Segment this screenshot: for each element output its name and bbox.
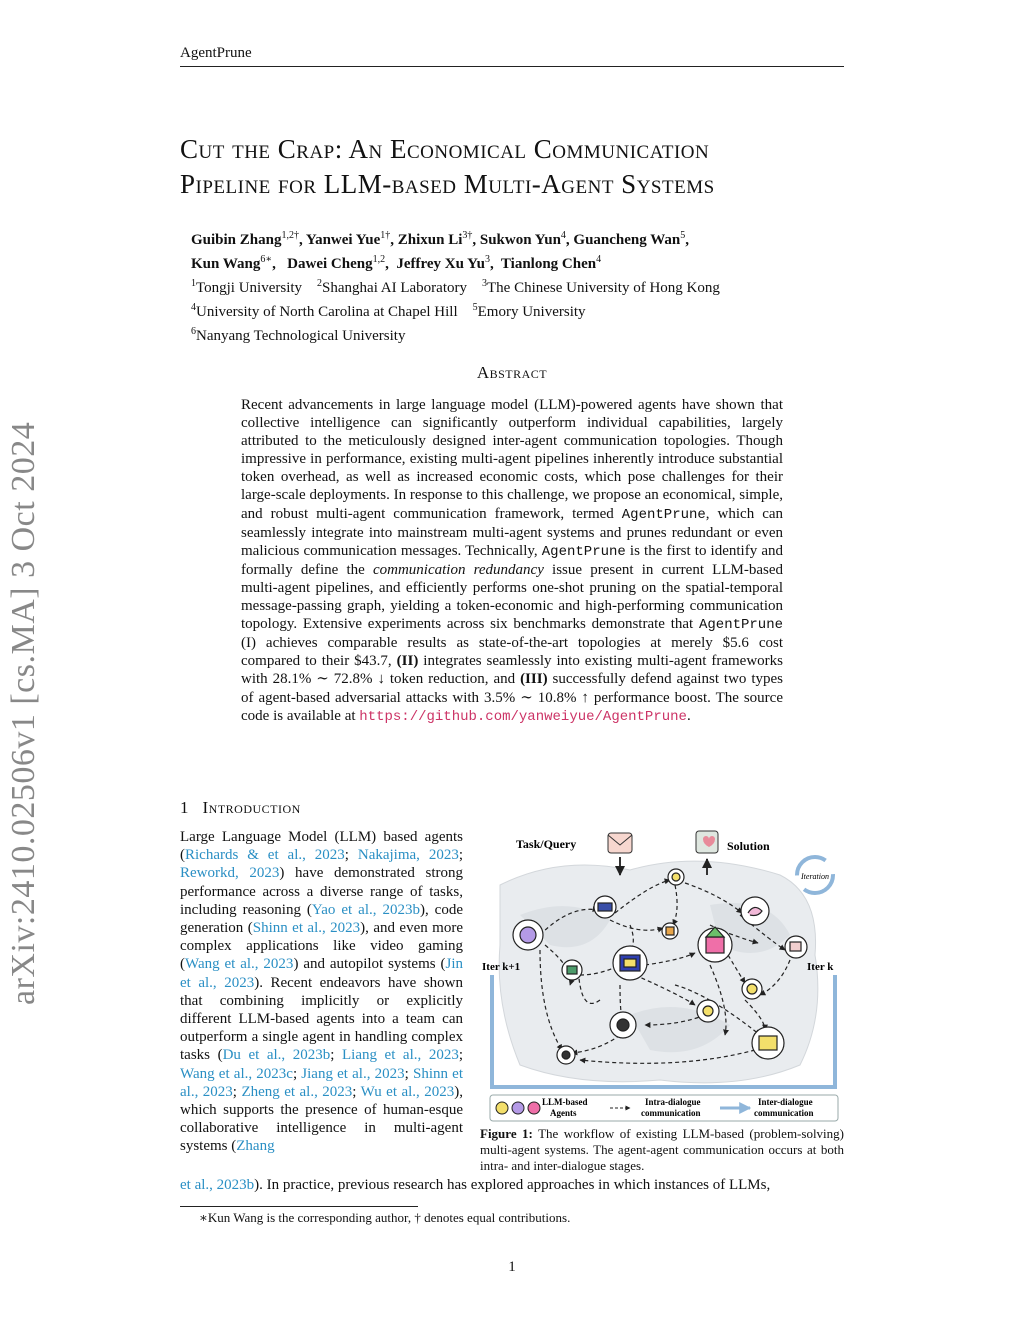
abstract-heading: Abstract (476, 363, 548, 382)
iter-k-label: Iter k (807, 961, 834, 973)
citation-link[interactable]: Wu et al., 2023 (360, 1083, 455, 1100)
author-line-1: Guibin Zhang$^{1,2\dagger}$, Yanwei Yue$^{1\dagger}$, Zhixun $Li^{3\dagger}$, Sukwon Yun$^4$, Guancheng Wan$^5$, (191, 230, 690, 248)
paper-title (180, 132, 860, 202)
page-number: 1 (508, 1259, 516, 1275)
author: Guibin Zhang (191, 232, 282, 248)
affiliation: The Chinese University of Hong Kong (487, 280, 720, 296)
author: Dawei Cheng (287, 256, 373, 272)
arxiv-sidebar-id: arXiv:2410.02506v1 [cs.MA] 3 Oct 2024 (5, 421, 42, 1005)
header-rule (180, 66, 844, 67)
iter-k-plus-1-label: Iter k+1 (482, 961, 521, 973)
method-name: AgentPrune (699, 617, 784, 634)
author: Sukwon Yun (479, 232, 561, 248)
figure-1-workflow-diagram (480, 825, 844, 1125)
title-line-1: Cut the Crap: An Economical Communication (180, 134, 710, 164)
citation-link[interactable]: Yao et al., 2023b (311, 901, 420, 918)
author-sup: 6∗ (260, 254, 273, 265)
author-sup: 1,2 (372, 254, 386, 265)
legend-intra-label: Intra-dialogue (645, 1097, 701, 1107)
affiliation-line-3: $^6$Nanyang Technological University (191, 326, 406, 344)
svg-text:communication: communication (754, 1108, 814, 1118)
author-sup: 5 (680, 230, 686, 241)
method-name: AgentPrune (621, 506, 706, 523)
svg-text:Agents: Agents (550, 1108, 577, 1118)
citation-link[interactable]: Richards & et al., 2023 (185, 847, 345, 864)
affiliation: Nanyang Technological University (196, 328, 406, 344)
author: Tianlong Chen (500, 256, 597, 272)
author: Yanwei Yue (305, 232, 381, 248)
citation-link[interactable]: Wang et al., 2023 (185, 956, 294, 973)
legend-inter-label: Inter-dialogue (758, 1097, 813, 1107)
solution-label: Solution (727, 839, 770, 853)
abstract-body: Recent advancements in large language model (LLM)-powered agents have shown that collective intelligence can significantly outperform individual capabilities, largely attributed to the meticulously designed inter-agent communication topologies. Though impressive in performance, existing multi-agent pipelines inherently introduce substantial token overhead, as well as increased economic costs, which pose challenges for their large-scale deployments. In response to this challenge, we propose an economical, simple, and robust multi-agent communication framework, termed AgentPrune, which can seamlessly integrate into mainstream multi-agent systems and prunes redundant or even malicious communication messages. Technically, AgentPrune is the first to identify and formally define the communication redundancy issue present in current LLM-based multi-agent pipelines, and efficiently performs one-shot pruning on the spatial-temporal message-passing graph, yielding a token-economic and high-performing communication topology. Extensive experiments across six benchmarks demonstrate that AgentPrune (I) achieves comparable results as state-of-the-art topologies at merely $5.6 cost compared to their $43.7, (II) integrates seamlessly into existing multi-agent frameworks with 28.1% ∼ 72.8% ↓ token reduction, and (III) successfully defend against two types of agent-based adversarial attacks with 3.5% ∼ 10.8% ↑ performance boost. The source code is available at https://github.com/yanweiyue/AgentPrune. (241, 397, 784, 725)
author-sup: 4 (560, 230, 566, 241)
citation-link[interactable]: Shinn et al., 2023 (252, 920, 361, 937)
github-link[interactable]: https://github.com/yanweiyue/AgentPrune (359, 708, 687, 725)
figure-legend (490, 1095, 838, 1121)
svg-text:communication: communication (641, 1108, 701, 1118)
affiliation: Shanghai AI Laboratory (322, 280, 467, 296)
citation-link[interactable]: Nakajima, 2023 (357, 847, 459, 864)
affiliation-line-1: $^1$Tongji University $^2$Shanghai AI Laboratory $^3$The Chinese University of Hong Kong (191, 278, 720, 296)
introduction-last-line: et al., 2023b). In practice, previous research has explored approaches in which instances of LLMs, (180, 1177, 771, 1193)
section-heading-introduction: 1 Introduction (180, 798, 301, 817)
legend-agents-label: LLM-based (542, 1097, 588, 1107)
footnote-rule (180, 1206, 418, 1207)
author-sup: 1† (380, 230, 391, 241)
footnote: ∗Kun Wang is the corresponding author, † denotes equal contributions. (199, 1210, 571, 1225)
citation-link[interactable]: Liang et al., 2023 (341, 1047, 459, 1064)
author-sup: 3† (462, 230, 473, 241)
iteration-label: Iteration (801, 872, 829, 881)
citation-link[interactable]: Zheng et al., 2023 (241, 1083, 353, 1100)
citation-link[interactable]: Reworkd, 2023 (180, 865, 280, 882)
iteration-cycle-icon (797, 857, 833, 893)
title-line-2: Pipeline for LLM-based Multi-Agent Systems (180, 169, 715, 199)
running-head: AgentPrune (180, 45, 252, 61)
author-sup: 3 (484, 254, 490, 265)
citation-link[interactable]: Du et al., 2023b (222, 1047, 331, 1064)
citation-link[interactable]: Jin et al., 2023 (180, 956, 463, 991)
method-name: AgentPrune (541, 543, 626, 560)
author-line-2: Kun Wang$^{6∗}$, Dawei Cheng$^{1,2}$, Jeffrey Xu Yu$^3$, Tianlong Chen$^4$ (191, 254, 602, 272)
citation-link[interactable]: Zhang (236, 1138, 275, 1155)
introduction-text: Large Language Model (LLM) based agents (Richards & et al., 2023; Nakajima, 2023; Reworkd, 2023) have demonstrated strong performance across a diverse range of tasks, including reasoning (Yao et al., 2023b), code generation (Shinn et al., 2023), and even more complex applications like video gaming (Wang et al., 2023) and autopilot systems (Jin et al., 2023). Recent endeavors have shown that combining implicitly or explicitly different LLM-based agents into a team can outperform a single agent in handling complex tasks (Du et al., 2023b; Liang et al., 2023; Wang et al., 2023c; Jiang et al., 2023; Shinn et al., 2023; Zheng et al., 2023; Wu et al., 2023), which supports the presence of human-esque collaborative intelligence in multi-agent systems (Zhang (180, 829, 463, 1155)
author: Guancheng Wan (573, 232, 681, 248)
citation-link[interactable]: Jiang et al., 2023 (301, 1065, 405, 1082)
citation-link[interactable]: et al., 2023b (180, 1177, 255, 1193)
affiliation: University of North Carolina at Chapel Hill (196, 304, 458, 320)
author-sup: 1,2† (281, 230, 299, 241)
task-query-label: Task/Query (516, 837, 577, 851)
figure-1-caption: Figure 1: The workflow of existing LLM-based (problem-solving) multi-agent systems. The agent-agent communication occurs at both intra- and inter-dialogue stages. (480, 1126, 845, 1173)
author: Jeffrey Xu Yu (396, 256, 485, 272)
author: Kun Wang (191, 256, 261, 272)
citation-link[interactable]: Shinn et al., 2023 (180, 1065, 463, 1100)
citation-link[interactable]: Wang et al., 2023c (180, 1065, 293, 1082)
author-block (191, 226, 841, 346)
affiliation-line-2: $^4$University of North Carolina at Chapel Hill $^5$Emory University (191, 302, 586, 320)
affiliation: Emory University (477, 304, 586, 320)
affiliation: Tongji University (196, 280, 303, 296)
author: Zhixun Li (397, 232, 463, 248)
author-sup: 4 (596, 254, 602, 265)
